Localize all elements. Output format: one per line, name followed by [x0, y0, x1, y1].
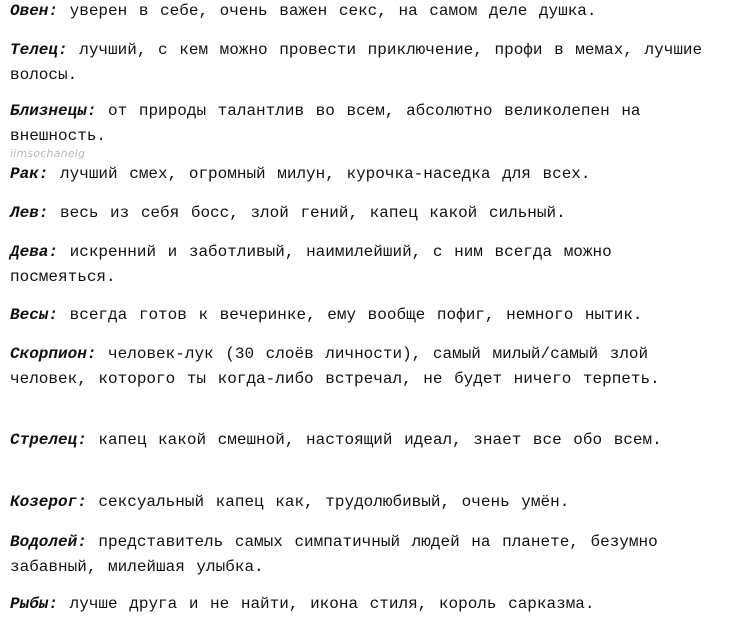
entry-cancer — [10, 162, 722, 187]
sign-label: Рак: — [10, 165, 49, 183]
entry-aries — [10, 0, 722, 24]
sign-description: лучший, с кем можно провести приключение, профи в мемах, лучшие волосы. — [10, 41, 703, 84]
entry-aquarius — [10, 530, 722, 580]
sign-description: уверен в себе, очень важен секс, на самом деле душка. — [69, 2, 597, 20]
entry-gemini — [10, 99, 722, 149]
entry-virgo — [10, 240, 722, 290]
sign-description: весь из себя босс, злой гений, капец какой сильный. — [60, 204, 566, 222]
entry-scorpio — [10, 342, 722, 392]
entry-pisces — [10, 592, 722, 617]
sign-description: искренний и заботливый, наимилейший, с ним всегда можно посмеяться. — [10, 243, 612, 286]
sign-label: Телец: — [10, 41, 68, 59]
watermark: iimsochanelg — [10, 147, 86, 160]
sign-description: лучше друга и не найти, икона стиля, король сарказма. — [69, 595, 595, 613]
sign-label: Скорпион: — [10, 345, 97, 363]
sign-description: лучший смех, огромный милун, курочка-наседка для всех. — [60, 165, 591, 183]
entry-taurus — [10, 38, 722, 88]
sign-description: капец какой смешной, настоящий идеал, знает все обо всем. — [98, 431, 662, 449]
entry-leo — [10, 201, 722, 226]
sign-label: Овен: — [10, 2, 59, 20]
sign-label: Рыбы: — [10, 595, 59, 613]
sign-label: Козерог: — [10, 493, 87, 511]
entry-capricorn — [10, 490, 722, 515]
entry-sagittarius — [10, 428, 722, 453]
sign-label: Близнецы: — [10, 102, 97, 120]
sign-description: человек-лук (30 слоёв личности), самый милый/самый злой человек, которого ты когда-либо встречал, не будет ничего терпеть. — [10, 345, 660, 388]
sign-description: сексуальный капец как, трудолюбивый, очень умён. — [98, 493, 570, 511]
sign-description: всегда готов к вечеринке, ему вообще пофиг, немного нытик. — [69, 306, 643, 324]
sign-label: Дева: — [10, 243, 59, 261]
sign-label: Весы: — [10, 306, 59, 324]
sign-label: Водолей: — [10, 533, 87, 551]
sign-label: Лев: — [10, 204, 49, 222]
sign-description: от природы талантлив во всем, абсолютно великолепен на внешность. — [10, 102, 641, 145]
sign-label: Стрелец: — [10, 431, 87, 449]
entry-libra — [10, 303, 722, 328]
sign-description: представитель самых симпатичный людей на планете, безумно забавный, милейшая улыбка. — [10, 533, 658, 576]
